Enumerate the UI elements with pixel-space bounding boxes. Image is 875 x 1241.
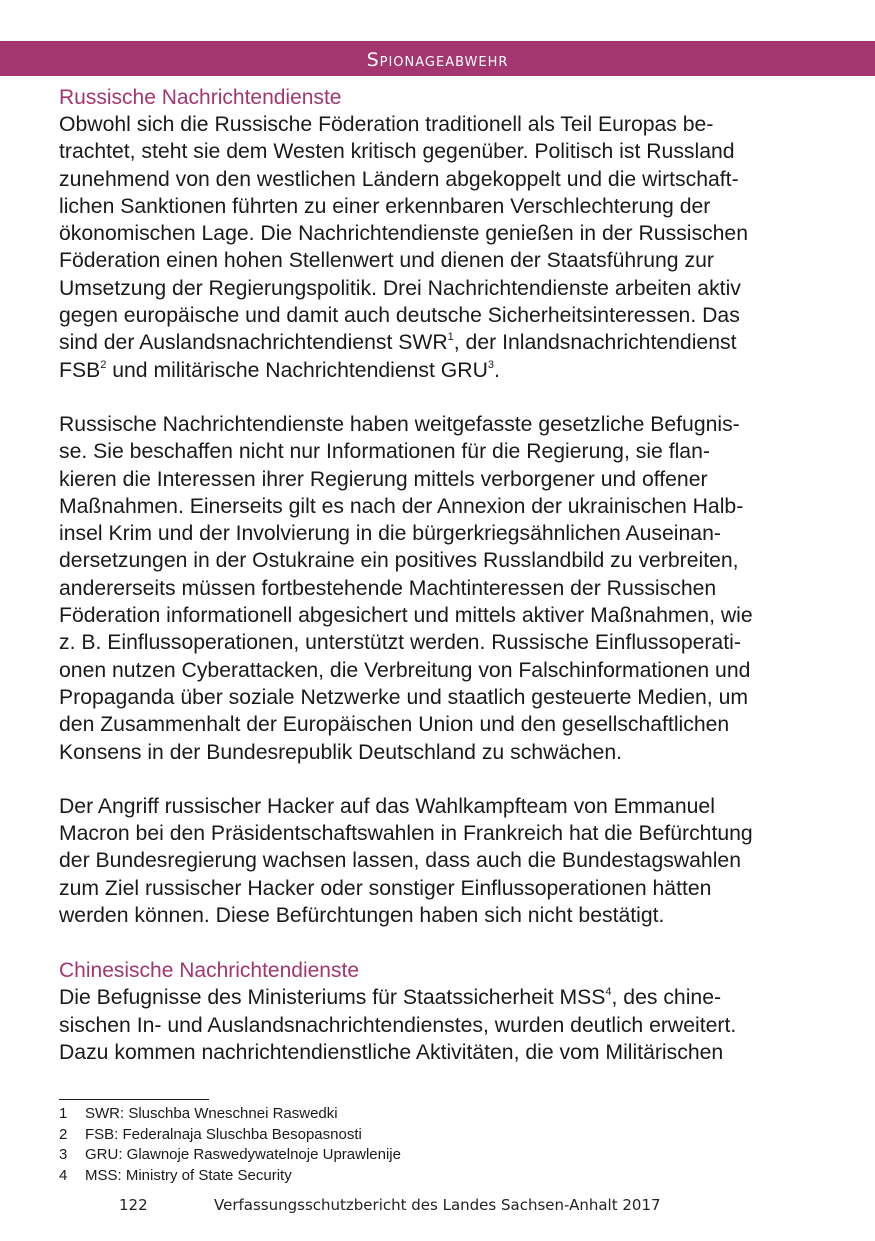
section-banner: Spionageabwehr — [0, 41, 875, 76]
paragraph-4 — [59, 984, 819, 1066]
text-line: Föderation einen hohen Stellenwert und dienen der Staatsführung zur — [59, 249, 714, 273]
text-line: Maßnahmen. Einerseits gilt es nach der Annexion der ukrainischen Halb- — [59, 494, 744, 518]
text-line: zum Ziel russischer Hacker oder sonstiger Einflussoperationen hätten — [59, 876, 712, 900]
text-line — [59, 984, 819, 1011]
text-line: ökonomischen Lage. Die Nachrichtendienste genießen in der Russischen — [59, 222, 748, 246]
main-content — [59, 84, 819, 1066]
heading-china: Chinesische Nachrichtendienste — [59, 959, 359, 983]
text-line — [59, 357, 819, 384]
text-line: zunehmend von den westlichen Ländern abgekoppelt und die wirtschaft- — [59, 167, 739, 191]
text-line: Propaganda über soziale Netzwerke und staatlich gesteuerte Medien, um — [59, 685, 748, 709]
text-segment: . — [494, 358, 500, 382]
text-line: Macron bei den Präsidentschaftswahlen in Frankreich hat die Befürchtung — [59, 822, 753, 846]
footnote-number: 2 — [59, 1125, 68, 1143]
text-segment: FSB — [59, 358, 101, 382]
footnote-text: MSS: Ministry of State Security — [85, 1166, 292, 1184]
text-line: andererseits müssen fortbestehende Machtinteressen der Russischen — [59, 576, 717, 600]
paragraph-1 — [59, 111, 819, 384]
footnote-ref-1[interactable]: 1 — [447, 331, 454, 344]
footnote-text: SWR: Sluschba Wneschnei Raswedki — [85, 1105, 338, 1122]
text-segment: , des chine- — [611, 986, 722, 1010]
text-line: gegen europäische und damit auch deutsche Sicherheitsinteressen. Das — [59, 304, 740, 328]
footnote-ref-3[interactable]: 3 — [487, 358, 494, 371]
text-line: Russische Nachrichtendienste haben weitgefasste gesetzliche Befugnis- — [59, 412, 740, 436]
text-line: dersetzungen in der Ostukraine ein positives Russlandbild zu verbreiten, — [59, 549, 739, 573]
text-segment: und militärische Nachrichtendienst GRU — [106, 358, 488, 382]
footnote-divider — [59, 1099, 209, 1100]
footnote-number: 4 — [59, 1166, 68, 1184]
text-line: sischen In- und Auslandsnachrichtendienstes, wurden deutlich erweitert. — [59, 1013, 737, 1037]
footnote-text: FSB: Federalnaja Sluschba Besopasnosti — [85, 1125, 362, 1143]
paragraph-3 — [59, 793, 819, 929]
footnote-number: 1 — [59, 1105, 68, 1122]
text-line: insel Krim und der Involvierung in die bürgerkriegsähnlichen Auseinan- — [59, 522, 721, 546]
text-line: kieren die Interessen ihrer Regierung mittels verborgener und offener — [59, 467, 708, 491]
text-line: den Zusammenhalt der Europäischen Union und den gesellschaftlichen — [59, 713, 730, 737]
heading-russia: Russische Nachrichtendienste — [59, 86, 342, 109]
footnote-item — [59, 1104, 401, 1125]
footnotes — [59, 1104, 401, 1186]
text-segment: sind der Auslandsnachrichtendienst SWR — [59, 331, 448, 355]
footnote-ref-2[interactable]: 2 — [100, 358, 107, 371]
text-line: Obwohl sich die Russische Föderation traditionell als Teil Europas be- — [59, 113, 714, 136]
text-line: trachtet, steht sie dem Westen kritisch gegenüber. Politisch ist Russland — [59, 140, 735, 164]
footnote-text: GRU: Glawnoje Raswedywatelnoje Uprawlenije — [85, 1146, 401, 1163]
footnote-ref-4[interactable]: 4 — [605, 986, 612, 999]
text-segment: Die Befugnisse des Ministeriums für Staatssicherheit MSS — [59, 986, 606, 1010]
footnote-item — [59, 1166, 401, 1187]
text-line: der Bundesregierung wachsen lassen, dass auch die Bundestagswahlen — [59, 849, 741, 873]
page-number: 122 — [119, 1196, 148, 1214]
footnote-item — [59, 1125, 401, 1146]
text-segment: , der Inlandsnachrichtendienst — [453, 331, 737, 355]
text-line: Föderation informationell abgesichert und mittels aktiver Maßnahmen, wie — [59, 604, 753, 628]
footer-title: Verfassungsschutzbericht des Landes Sachsen-Anhalt 2017 — [214, 1196, 661, 1214]
text-line: onen nutzen Cyberattacken, die Verbreitung von Falschinformationen und — [59, 658, 751, 682]
text-line: z. B. Einflussoperationen, unterstützt werden. Russische Einflussoperati- — [59, 631, 741, 655]
paragraph-2 — [59, 411, 819, 766]
footnote-item — [59, 1145, 401, 1166]
text-line: Der Angriff russischer Hacker auf das Wahlkampfteam von Emmanuel — [59, 794, 715, 818]
text-line: Konsens in der Bundesrepublik Deutschland zu schwächen. — [59, 740, 622, 764]
footnote-number: 3 — [59, 1146, 68, 1163]
text-line: Dazu kommen nachrichtendienstliche Aktivitäten, die vom Militärischen — [59, 1040, 724, 1064]
text-line: werden können. Diese Befürchtungen haben sich nicht bestätigt. — [59, 904, 665, 928]
text-line — [59, 329, 819, 356]
text-line: lichen Sanktionen führten zu einer erkennbaren Verschlechterung der — [59, 194, 711, 218]
text-line: Umsetzung der Regierungspolitik. Drei Nachrichtendienste arbeiten aktiv — [59, 276, 741, 300]
text-line: se. Sie beschaffen nicht nur Informationen für die Regierung, sie flan- — [59, 440, 710, 464]
